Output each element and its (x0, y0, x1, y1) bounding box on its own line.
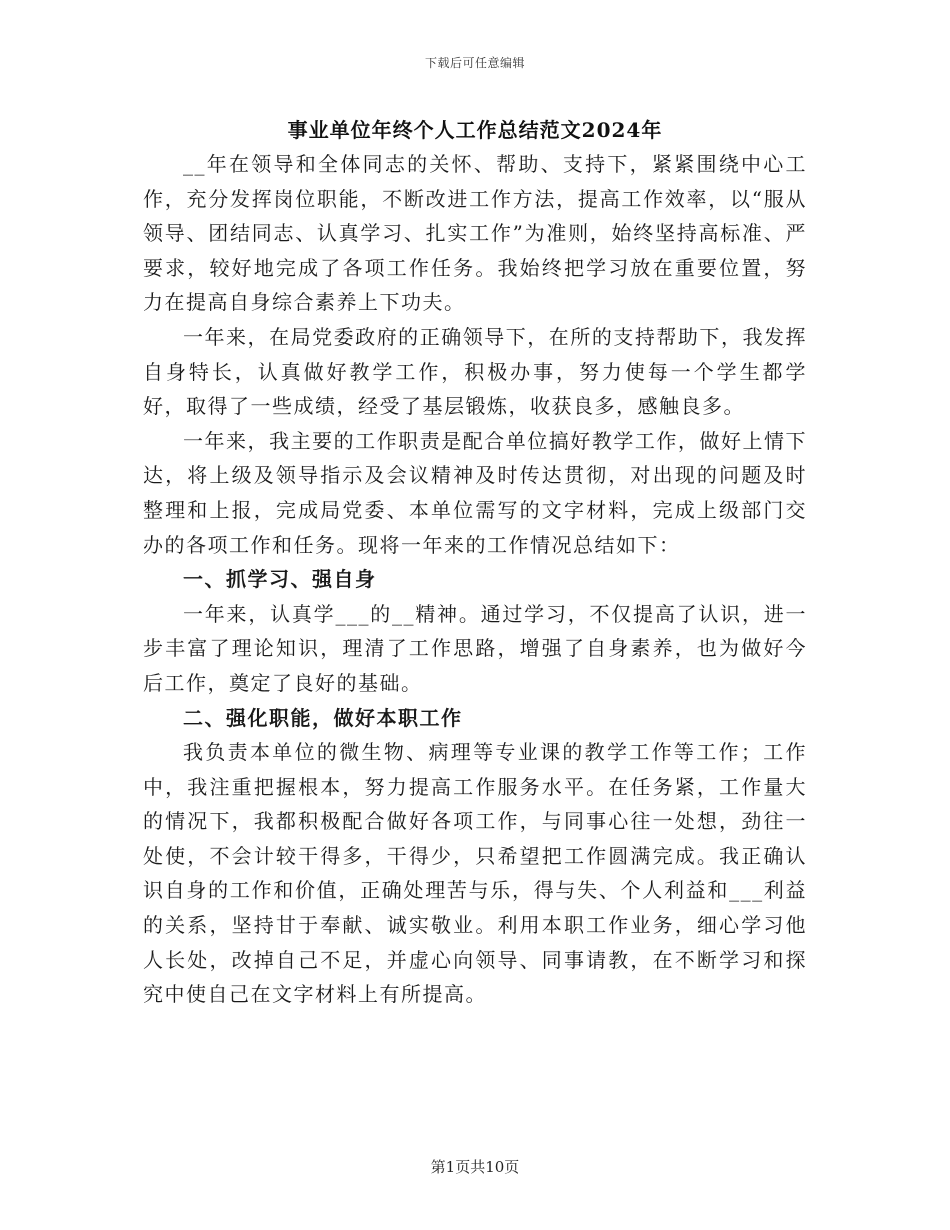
section-heading-duties: 二、强化职能，做好本职工作 (183, 705, 463, 730)
section-heading-study: 一、抓学习、强自身 (183, 567, 377, 592)
paragraph-work: 我负责本单位的微生物、病理等专业课的教学工作等工作；工作中，我注重把握根本，努力提高工作服务水平。在任务紧，工作量大的情况下，我都积极配合做好各项工作，与同事心往一处想，劲往一处使，不会计较干得多，干得少，只希望把工作圆满完成。我正确认识自身的工作和价值，正确处理苦与乐，得与失、个人利益和___利益的关系，坚持甘于奉献、诚实敬业。利用本职工作业务，细心学习他人长处，改掉自己不足，并虚心向领导、同事请教，在不断学习和探究中使自己在文字材料上有所提高。 (143, 740, 807, 1007)
paragraph-intro: __年在领导和全体同志的关怀、帮助、支持下，紧紧围绕中心工作，充分发挥岗位职能，不断改进工作方法，提高工作效率，以“服从领导、团结同志、认真学习、扎实工作”为准则，始终坚持高标准、严要求，较好地完成了各项工作任务。我始终把学习放在重要位置，努力在提高自身综合素养上下功夫。 (143, 152, 807, 315)
document-body (143, 147, 807, 1012)
paragraph-study: 一年来，认真学___的__精神。通过学习，不仅提高了认识，进一步丰富了理论知识，理清了工作思路，增强了自身素养，也为做好今后工作，奠定了良好的基础。 (143, 601, 807, 695)
paragraph-duties: 一年来，我主要的工作职责是配合单位搞好教学工作，做好上情下达，将上级及领导指示及会议精神及时传达贯彻，对出现的问题及时整理和上报，完成局党委、本单位需写的文字材料，完成上级部门交办的各项工作和任务。现将一年来的工作情况总结如下： (143, 428, 807, 557)
document-title: 事业单位年终个人工作总结范文2024年 (287, 118, 663, 142)
paragraph-year-review: 一年来，在局党委政府的正确领导下，在所的支持帮助下，我发挥自身特长，认真做好教学工作，积极办事，努力使每一个学生都学好，取得了一些成绩，经受了基层锻炼，收获良多，感触良多。 (143, 324, 807, 419)
header-note: 下载后可任意编辑 (424, 56, 525, 70)
page-indicator: 第1页共10页 (430, 1158, 520, 1176)
